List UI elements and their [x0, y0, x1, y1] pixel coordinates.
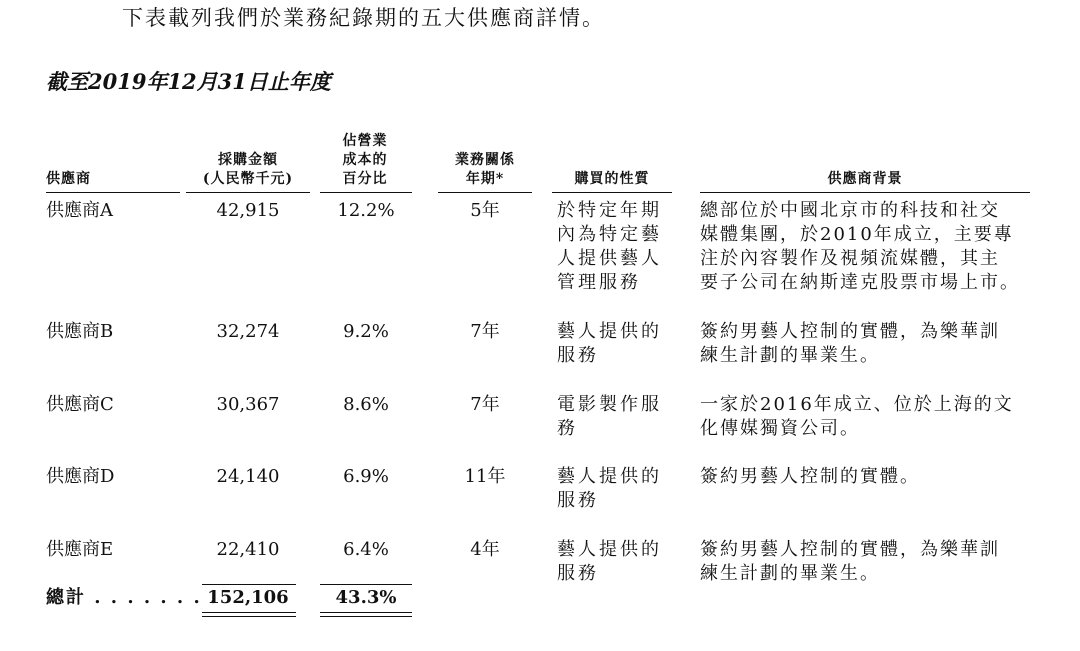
supplier-background: 簽約男藝人控制的實體。 [700, 466, 920, 487]
header-rule [46, 192, 180, 193]
total-double-rule [320, 612, 412, 617]
total-top-rule [202, 584, 296, 585]
purchase-nature: 藝人提供的 服務 [557, 466, 662, 511]
supplier-name: 供應商D [46, 466, 115, 487]
supplier-background: 總部位於中國北京市的科技和社交 媒體集團，於2010年成立，主要專 注於內容製作及視頻流媒體，其主 要子公司在納斯達克股票市場上市。 [700, 200, 1020, 293]
total-percentage: 43.3% [335, 587, 397, 608]
purchase-nature: 藝人提供的 服務 [557, 321, 662, 366]
relationship-years: 11年 [464, 466, 506, 487]
header-rule [186, 192, 310, 193]
relationship-years: 5年 [470, 200, 500, 221]
purchase-amount: 24,140 [216, 466, 280, 487]
relationship-years: 7年 [470, 394, 500, 415]
total-double-rule [202, 612, 296, 617]
header-rule [552, 192, 672, 193]
supplier-name: 供應商B [46, 321, 114, 342]
cost-percentage: 8.6% [343, 394, 389, 415]
total-amount: 152,106 [207, 587, 289, 608]
section-heading: 截至2019年12月31日止年度 [46, 69, 331, 94]
supplier-name: 供應商E [46, 539, 114, 560]
cost-percentage: 6.4% [343, 539, 389, 560]
header-rule [320, 192, 412, 193]
header-purchase-amount: 採購金額 (人民幣千元) [202, 152, 294, 187]
purchase-amount: 22,410 [216, 539, 280, 560]
header-supplier: 供應商 [46, 171, 91, 187]
total-label: 總計 . . . . . . . . [46, 587, 219, 608]
purchase-nature: 藝人提供的 服務 [557, 539, 662, 584]
cost-percentage: 6.9% [343, 466, 389, 487]
relationship-years: 7年 [470, 321, 500, 342]
header-supplier-background: 供應商背景 [827, 171, 903, 187]
header-percentage: 佔營業 成本的 百分比 [342, 133, 388, 187]
total-top-rule [320, 584, 412, 585]
header-rule [438, 192, 532, 193]
purchase-nature: 電影製作服 務 [557, 394, 662, 439]
purchase-amount: 32,274 [216, 321, 280, 342]
header-rule [700, 192, 1030, 193]
supplier-name: 供應商A [46, 200, 113, 221]
supplier-background: 簽約男藝人控制的實體，為樂華訓 練生計劃的畢業生。 [700, 321, 1000, 366]
supplier-background: 簽約男藝人控制的實體，為樂華訓 練生計劃的畢業生。 [700, 539, 1000, 584]
header-purchase-nature: 購買的性質 [574, 171, 650, 187]
purchase-amount: 42,915 [216, 200, 280, 221]
supplier-background: 一家於2016年成立、位於上海的文 化傳媒獨資公司。 [700, 394, 1014, 439]
purchase-amount: 30,367 [216, 394, 280, 415]
cost-percentage: 9.2% [343, 321, 389, 342]
intro-text: 下表載列我們於業務紀錄期的五大供應商詳情。 [122, 6, 605, 30]
relationship-years: 4年 [470, 539, 500, 560]
supplier-name: 供應商C [46, 394, 114, 415]
purchase-nature: 於特定年期 內為特定藝 人提供藝人 管理服務 [557, 200, 662, 293]
cost-percentage: 12.2% [337, 200, 395, 221]
header-relationship-years: 業務關係 年期* [455, 152, 515, 187]
